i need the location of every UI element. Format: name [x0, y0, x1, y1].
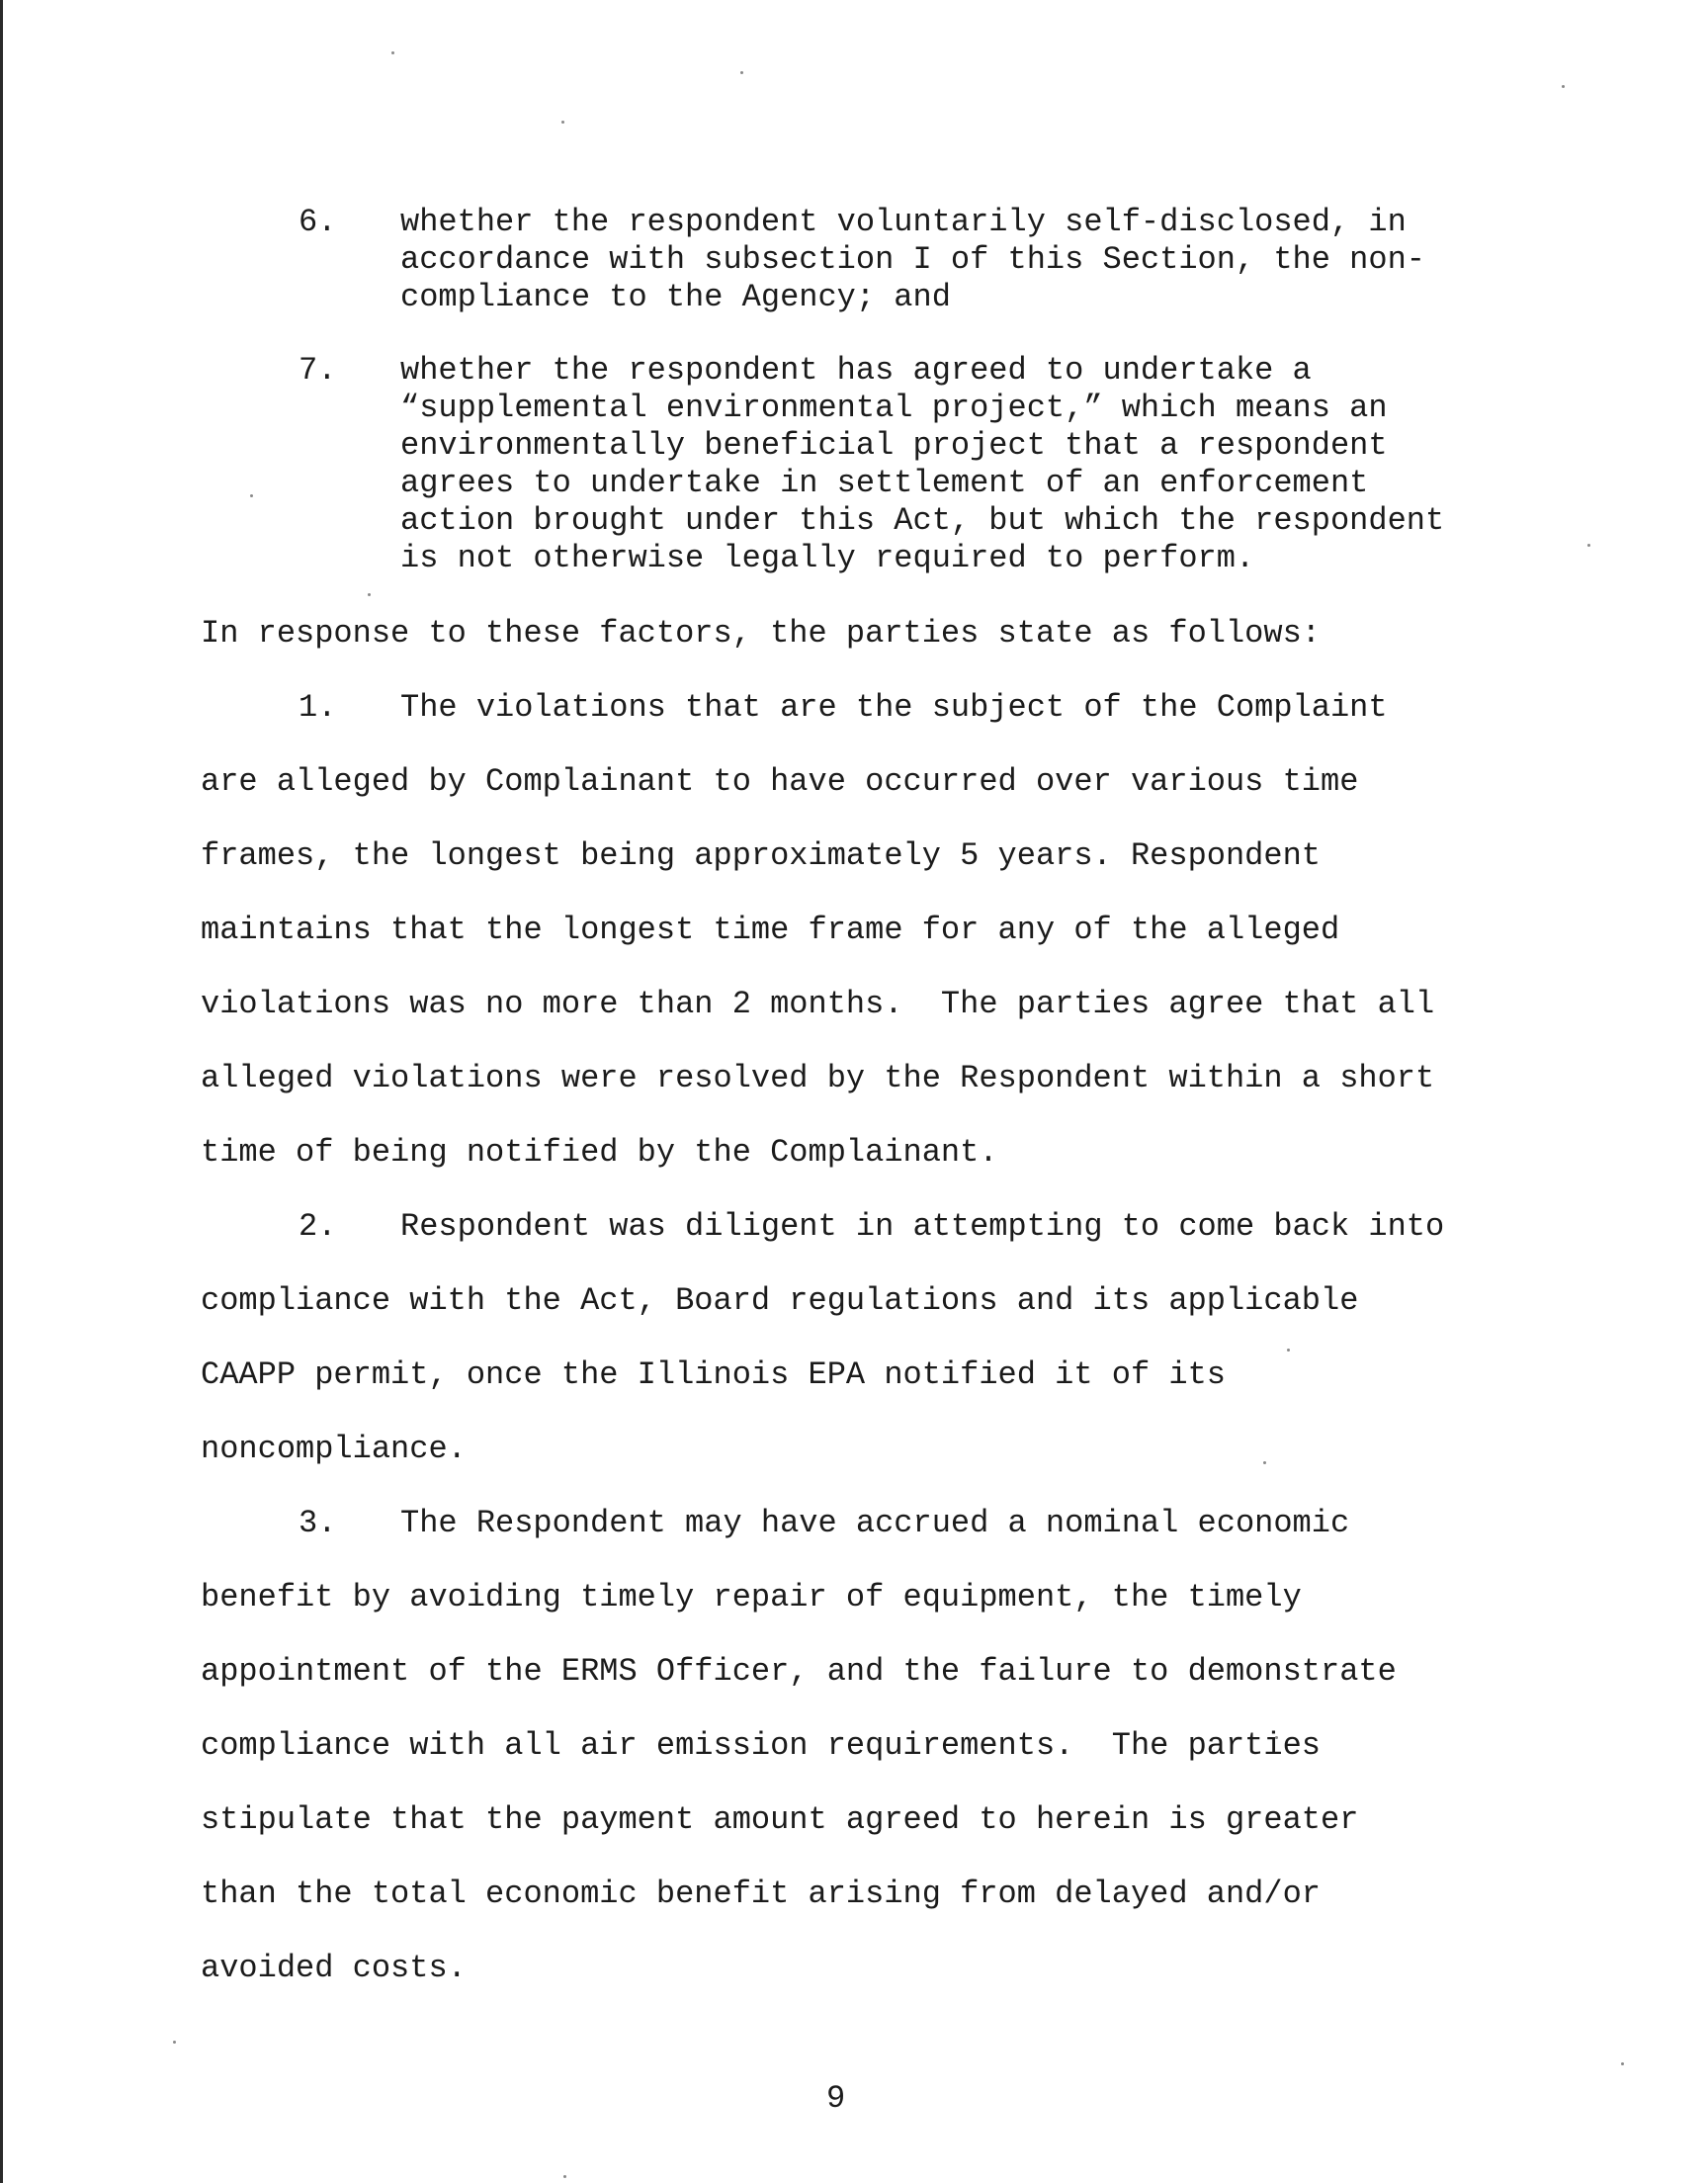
- paragraph-first-line: The Respondent may have accrued a nominal economic: [400, 1505, 1350, 1541]
- paragraph-line: frames, the longest being approximately 5 years. Respondent: [201, 837, 1321, 874]
- paragraph-line: noncompliance.: [201, 1431, 467, 1467]
- paragraph-line: appointment of the ERMS Officer, and the failure to demonstrate: [201, 1653, 1397, 1690]
- factor-number: 7.: [299, 352, 337, 389]
- scan-speck: [1287, 1349, 1290, 1352]
- paragraph-line: alleged violations were resolved by the Respondent within a short: [201, 1060, 1435, 1096]
- paragraph-line: time of being notified by the Complainant.: [201, 1134, 998, 1171]
- scan-speck: [1562, 85, 1565, 88]
- scan-speck: [173, 2041, 176, 2044]
- intro-paragraph: In response to these factors, the parties state as follows:: [201, 615, 1321, 652]
- scan-speck: [561, 121, 564, 124]
- scan-speck: [563, 2175, 566, 2178]
- page-number: 9: [826, 2080, 846, 2117]
- scan-speck: [740, 71, 743, 74]
- paragraph-line: than the total economic benefit arising from delayed and/or: [201, 1876, 1321, 1912]
- text-line: is not otherwise legally required to perform.: [400, 540, 1255, 576]
- paragraph-first-line: Respondent was diligent in attempting to come back into: [400, 1208, 1445, 1245]
- text-line: whether the respondent has agreed to undertake a: [400, 352, 1312, 389]
- paragraph-line: benefit by avoiding timely repair of equipment, the timely: [201, 1579, 1302, 1615]
- paragraph-number: 3.: [299, 1505, 337, 1541]
- scan-speck: [391, 51, 394, 54]
- paragraph-number: 1.: [299, 689, 337, 726]
- text-line: action brought under this Act, but which the respondent: [400, 502, 1445, 539]
- paragraph-first-line: The violations that are the subject of the Complaint: [400, 689, 1388, 726]
- paragraph-line: maintains that the longest time frame for any of the alleged: [201, 912, 1340, 948]
- paragraph-line: avoided costs.: [201, 1950, 467, 1986]
- text-line: compliance to the Agency; and: [400, 279, 951, 315]
- paragraph-line: CAAPP permit, once the Illinois EPA notified it of its: [201, 1356, 1226, 1393]
- paragraph-line: compliance with the Act, Board regulations and its applicable: [201, 1282, 1359, 1319]
- scan-edge: [0, 0, 3, 2183]
- text-line: agrees to undertake in settlement of an enforcement: [400, 465, 1369, 501]
- factor-text: [400, 204, 1547, 316]
- text-line: whether the respondent voluntarily self-disclosed, in: [400, 204, 1407, 240]
- scan-speck: [1263, 1461, 1266, 1464]
- text-line: “supplemental environmental project,” which means an: [400, 390, 1388, 426]
- paragraph-number: 2.: [299, 1208, 337, 1245]
- paragraph-line: are alleged by Complainant to have occurred over various time: [201, 763, 1359, 800]
- paragraph-line: compliance with all air emission requirements. The parties: [201, 1727, 1321, 1764]
- scan-speck: [1587, 544, 1590, 547]
- scan-speck: [1621, 2062, 1624, 2065]
- factor-number: 6.: [299, 204, 337, 240]
- scan-speck: [368, 593, 371, 596]
- text-line: accordance with subsection I of this Section, the non-: [400, 241, 1425, 278]
- text-line: environmentally beneficial project that a respondent: [400, 427, 1388, 464]
- scan-speck: [250, 494, 253, 497]
- paragraph-line: violations was no more than 2 months. The parties agree that all: [201, 986, 1435, 1022]
- paragraph-line: stipulate that the payment amount agreed to herein is greater: [201, 1801, 1359, 1838]
- factor-text: [400, 352, 1547, 577]
